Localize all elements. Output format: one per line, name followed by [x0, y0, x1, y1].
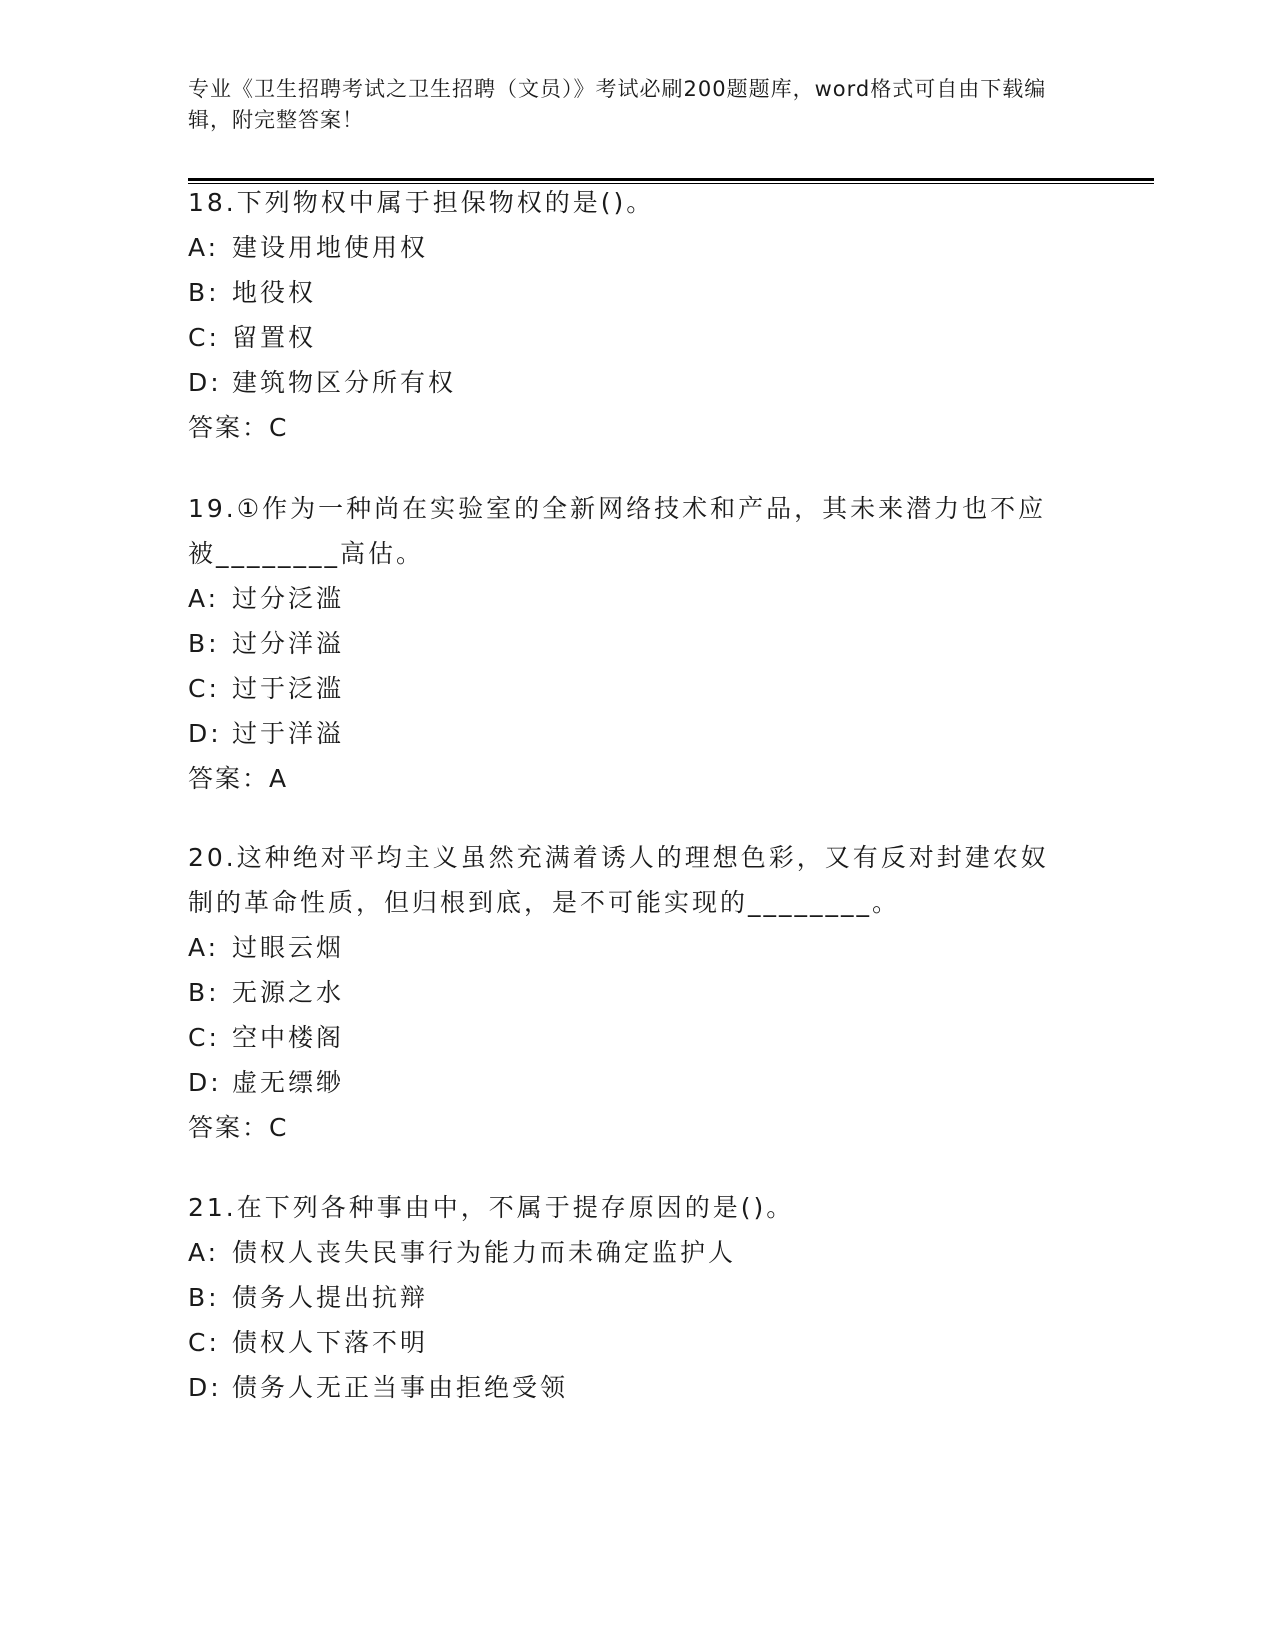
option-text: 无源之水	[232, 978, 345, 1007]
option-text: 债权人下落不明	[232, 1328, 429, 1357]
option-letter: C:	[188, 323, 220, 352]
option-text: 债务人提出抗辩	[232, 1283, 429, 1312]
option-a	[188, 1230, 1068, 1275]
answer-value: C	[269, 1113, 289, 1142]
option-a	[188, 576, 1068, 621]
option-c	[188, 315, 1068, 360]
option-text: 空中楼阁	[232, 1023, 345, 1052]
option-a	[188, 925, 1068, 970]
question-text: 19.①作为一种尚在实验室的全新网络技术和产品，其未来潜力也不应被________高估。	[188, 494, 1047, 568]
answer-label: 答案：	[188, 1113, 270, 1142]
option-text: 过分泛滥	[232, 584, 345, 613]
answer-value: C	[269, 413, 289, 442]
option-b	[188, 621, 1068, 666]
option-d	[188, 1060, 1068, 1105]
answer-line	[188, 405, 1068, 450]
option-text: 虚无缥缈	[232, 1068, 345, 1097]
option-letter: B:	[188, 278, 220, 307]
option-letter: C:	[188, 1328, 220, 1357]
option-letter: B:	[188, 1283, 220, 1312]
option-text: 过于泛滥	[232, 674, 345, 703]
option-b	[188, 1275, 1068, 1320]
option-letter: A:	[188, 584, 220, 613]
option-letter: D:	[188, 1068, 222, 1097]
option-letter: A:	[188, 233, 220, 262]
option-text: 债权人丧失民事行为能力而未确定监护人	[232, 1238, 737, 1267]
answer-label: 答案：	[188, 764, 270, 793]
option-letter: C:	[188, 1023, 220, 1052]
answer-line	[188, 756, 1068, 801]
document-header	[188, 74, 1068, 136]
option-a	[188, 225, 1068, 270]
option-letter: D:	[188, 719, 222, 748]
question-text: 21.在下列各种事由中，不属于提存原因的是()。	[188, 1193, 795, 1222]
option-letter: A:	[188, 933, 220, 962]
option-text: 地役权	[232, 278, 317, 307]
option-text: 债务人无正当事由拒绝受领	[232, 1373, 569, 1402]
question-18	[188, 180, 1068, 450]
option-text: 留置权	[232, 323, 317, 352]
option-text: 过分洋溢	[232, 629, 345, 658]
question-text: 20.这种绝对平均主义虽然充满着诱人的理想色彩，又有反对封建农奴制的革命性质，但归根到底，是不可能实现的________。	[188, 843, 1049, 917]
option-d	[188, 360, 1068, 405]
option-c	[188, 1320, 1068, 1365]
answer-label: 答案：	[188, 413, 270, 442]
option-text: 过于洋溢	[232, 719, 345, 748]
answer-value: A	[269, 764, 289, 793]
option-d	[188, 1365, 1068, 1410]
option-letter: D:	[188, 368, 222, 397]
option-d	[188, 711, 1068, 756]
option-b	[188, 270, 1068, 315]
option-c	[188, 1015, 1068, 1060]
question-20	[188, 835, 1068, 1150]
question-21	[188, 1185, 1068, 1410]
option-text: 建设用地使用权	[232, 233, 429, 262]
option-letter: D:	[188, 1373, 222, 1402]
answer-line	[188, 1105, 1068, 1150]
header-intro-text: 专业《卫生招聘考试之卫生招聘（文员）》考试必刷200题题库，word格式可自由下载编辑，附完整答案！	[188, 77, 1047, 132]
option-text: 建筑物区分所有权	[232, 368, 457, 397]
option-b	[188, 970, 1068, 1015]
option-c	[188, 666, 1068, 711]
option-letter: C:	[188, 674, 220, 703]
question-text: 18.下列物权中属于担保物权的是()。	[188, 188, 655, 217]
option-letter: A:	[188, 1238, 220, 1267]
option-letter: B:	[188, 978, 220, 1007]
option-text: 过眼云烟	[232, 933, 345, 962]
question-19	[188, 486, 1068, 801]
option-letter: B:	[188, 629, 220, 658]
